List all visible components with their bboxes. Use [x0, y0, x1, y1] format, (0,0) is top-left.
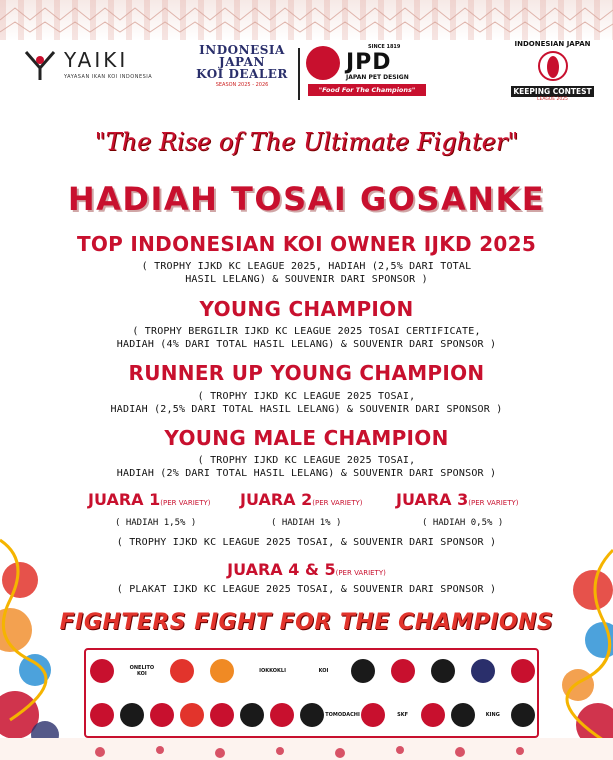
sponsor-logo — [300, 700, 324, 730]
juara-45-note: ( PLAKAT IJKD KC LEAGUE 2025 TOSAI, & SOUVENIR DARI SPONSOR ) — [116, 584, 497, 595]
section-note-runner-up-1: ( TROPHY IJKD KC LEAGUE 2025 TOSAI, — [197, 391, 416, 402]
sponsor-logo: TOMODACHI — [325, 712, 360, 718]
ijkd-line-2: JAPAN — [219, 55, 265, 69]
sponsor-logo — [90, 656, 114, 686]
jpd-name: JPD — [346, 50, 392, 75]
left-batik-ornament — [0, 520, 70, 760]
slogan: FIGHTERS FIGHT FOR THE CHAMPIONS — [59, 610, 554, 635]
juara-1-suffix: (PER VARIETY) — [160, 499, 211, 507]
juara-3-suffix: (PER VARIETY) — [468, 499, 519, 507]
jpd-since: SINCE 1819 — [368, 44, 401, 50]
section-note-top-owner-2: HASIL LELANG) & SOUVENIR DARI SPONSOR ) — [185, 274, 428, 285]
sponsor-logo — [421, 700, 445, 730]
ornament-pattern — [0, 0, 613, 40]
section-heading-young-male: YOUNG MALE CHAMPION — [164, 426, 449, 450]
juara-row — [0, 490, 613, 510]
juara-45 — [0, 560, 613, 579]
juara-2 — [240, 490, 362, 509]
koi-fish-icon — [538, 50, 568, 82]
section-note-young-champion-1: ( TROPHY BERGILIR IJKD KC LEAGUE 2025 TOSAI CERTIFICATE, — [132, 326, 481, 337]
yaiki-logo — [22, 46, 152, 82]
juara-note: ( TROPHY IJKD KC LEAGUE 2025 TOSAI, & SOUVENIR DARI SPONSOR ) — [116, 537, 497, 548]
kc-badge: KEEPING CONTEST — [511, 86, 594, 97]
sponsor-logo — [471, 656, 495, 686]
section-heading-young-champion: YOUNG CHAMPION — [199, 297, 414, 321]
section-note-runner-up-2: HADIAH (2,5% DARI TOTAL HASIL LELANG) & SOUVENIR DARI SPONSOR ) — [110, 404, 503, 415]
sponsor-logo — [170, 656, 194, 686]
sponsor-row-2 — [90, 700, 535, 730]
juara-2-suffix: (PER VARIETY) — [312, 499, 363, 507]
ijkd-logo — [192, 44, 292, 88]
yaiki-mark-icon — [22, 46, 58, 82]
sponsor-logo: ONELITO KOI — [129, 665, 155, 677]
sponsor-logo — [180, 700, 204, 730]
juara-1 — [88, 490, 210, 509]
kc-title: INDONESIAN JAPAN — [514, 40, 591, 48]
yaiki-subtitle: YAYASAN IKAN KOI INDONESIA — [64, 74, 153, 80]
yaiki-name: YAIKI — [64, 48, 129, 72]
juara-2-label: JUARA 2 — [240, 490, 313, 509]
main-title: HADIAH TOSAI GOSANKE — [67, 180, 546, 218]
sponsor-logo — [120, 700, 144, 730]
jpd-emblem-icon — [306, 46, 340, 80]
juara-3 — [396, 490, 518, 509]
sponsor-logo — [90, 700, 114, 730]
sponsor-logo — [361, 700, 385, 730]
sponsor-logo: SKF — [397, 712, 409, 718]
kc-league: LEAGUE 2025 — [537, 97, 568, 102]
sponsor-logos-panel — [84, 648, 539, 738]
sponsor-logo — [431, 656, 455, 686]
ijkd-line-3: KOI DEALER — [196, 67, 288, 81]
section-heading-runner-up: RUNNER UP YOUNG CHAMPION — [128, 361, 485, 385]
bottom-ornament — [0, 738, 613, 760]
sponsor-logo-header — [0, 40, 613, 110]
juara-3-label: JUARA 3 — [396, 490, 469, 509]
sponsor-logo — [270, 700, 294, 730]
jpd-tagline: "Food For The Champions" — [308, 84, 426, 96]
juara-45-suffix: (PER VARIETY) — [335, 569, 386, 577]
section-note-young-male-1: ( TROPHY IJKD KC LEAGUE 2025 TOSAI, — [197, 455, 416, 466]
sponsor-logo — [451, 700, 475, 730]
juara-2-prize: ( HADIAH 1% ) — [271, 518, 342, 528]
ijkd-line-1: INDONESIA — [199, 43, 285, 57]
section-note-young-male-2: HADIAH (2% DARI TOTAL HASIL LELANG) & SOUVENIR DARI SPONSOR ) — [116, 468, 497, 479]
sponsor-row-1 — [90, 656, 535, 686]
sponsor-logo — [210, 700, 234, 730]
sponsor-logo — [240, 700, 264, 730]
sponsor-logo — [511, 700, 535, 730]
section-note-top-owner-1: ( TROPHY IJKD KC LEAGUE 2025, HADIAH (2,5% DARI TOTAL — [141, 261, 472, 272]
jpd-subtitle: JAPAN PET DESIGN — [346, 74, 409, 81]
ijkd-season: SEASON 2025 - 2026 — [215, 82, 269, 88]
sponsor-logo — [391, 656, 415, 686]
right-batik-ornament — [538, 520, 613, 760]
sponsor-logo — [351, 656, 375, 686]
top-ornament-band — [0, 0, 613, 40]
logo-divider — [298, 48, 300, 100]
sponsor-logo: KOI — [318, 668, 329, 674]
sponsor-logo — [150, 700, 174, 730]
keeping-contest-logo — [505, 40, 600, 102]
sponsor-logo: KING — [485, 712, 500, 718]
juara-45-label: JUARA 4 & 5 — [227, 560, 336, 579]
juara-1-prize: ( HADIAH 1,5% ) — [115, 518, 197, 528]
sponsor-logo — [511, 656, 535, 686]
section-heading-top-owner: TOP INDONESIAN KOI OWNER IJKD 2025 — [76, 232, 537, 256]
section-note-young-champion-2: HADIAH (4% DARI TOTAL HASIL LELANG) & SOUVENIR DARI SPONSOR ) — [116, 339, 497, 350]
sponsor-logo: IOKKOKLI — [259, 668, 286, 674]
sponsor-logo — [210, 656, 234, 686]
juara-3-prize: ( HADIAH 0,5% ) — [422, 518, 504, 528]
tagline: "The Rise of The Ultimate Fighter" — [94, 128, 519, 156]
juara-1-label: JUARA 1 — [88, 490, 161, 509]
